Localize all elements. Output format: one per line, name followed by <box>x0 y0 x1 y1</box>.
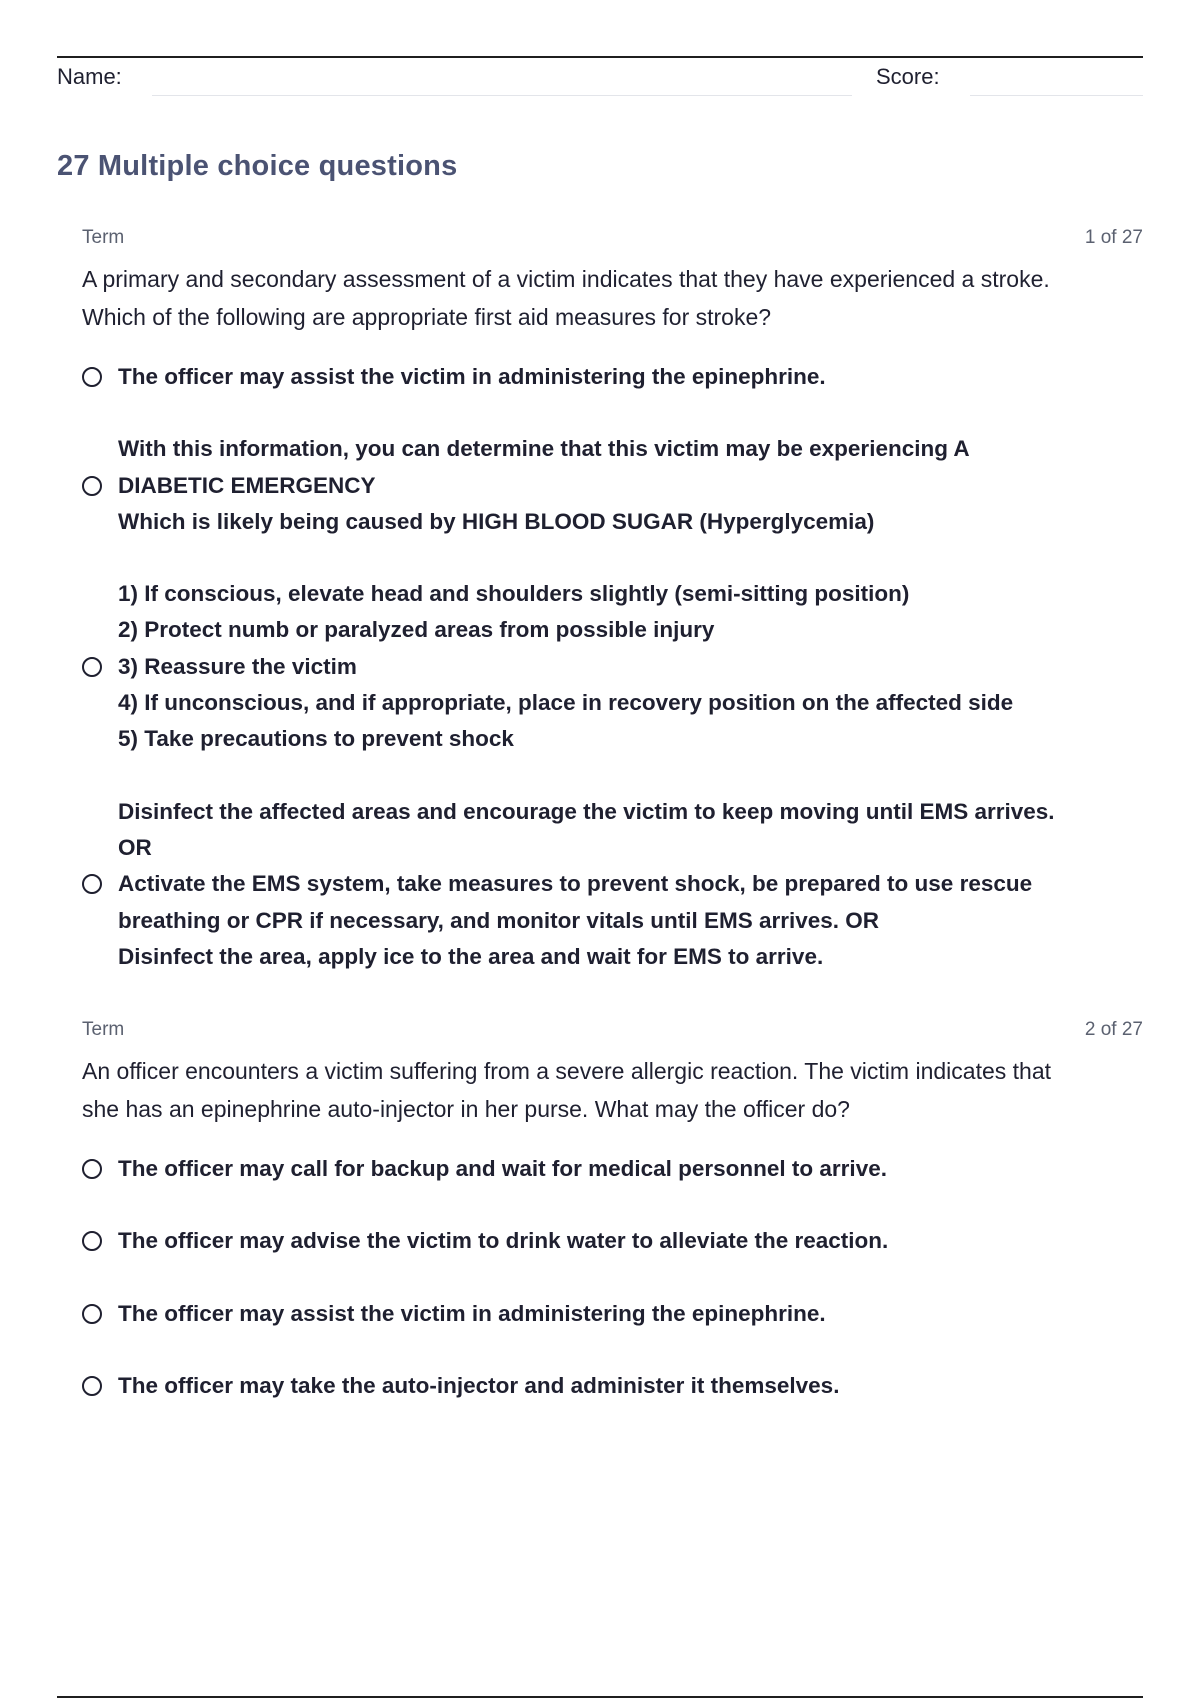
term-label: Term <box>82 1019 125 1040</box>
option-text: The officer may assist the victim in administering the epinephrine. <box>118 1300 826 1326</box>
radio-button[interactable] <box>82 1231 102 1251</box>
option-text: DIABETIC EMERGENCY <box>118 472 376 498</box>
answer-option-2[interactable] <box>82 1223 1143 1259</box>
option-text: 5) Take precautions to prevent shock <box>118 726 514 752</box>
prompt-line: Which of the following are appropriate first aid measures for stroke? <box>82 304 772 330</box>
score-label: Score: <box>876 64 940 89</box>
prompt-line: she has an epinephrine auto-injector in her purse. What may the officer do? <box>82 1096 850 1122</box>
option-text: The officer may assist the victim in administering the epinephrine. <box>118 364 826 389</box>
answer-options <box>82 359 1143 975</box>
option-text: OR <box>118 834 152 860</box>
question-header <box>82 1019 1143 1049</box>
top-divider <box>57 56 1143 58</box>
option-text: Disinfect the area, apply ice to the area and wait for EMS to arrive. <box>118 943 824 969</box>
option-text: The officer may advise the victim to drink water to alleviate the reaction. <box>118 1228 889 1254</box>
option-text: Activate the EMS system, take measures to prevent shock, be prepared to use rescue <box>118 871 1033 897</box>
question-prompt <box>82 1052 1122 1128</box>
option-text: With this information, you can determine that this victim may be experiencing A <box>118 436 970 462</box>
answer-option-4[interactable] <box>82 794 1143 975</box>
question-counter: 1 of 27 <box>1084 227 1143 248</box>
answer-option-3[interactable] <box>82 1296 1143 1332</box>
radio-button[interactable] <box>82 476 102 496</box>
question-header <box>82 227 1143 257</box>
prompt-line: An officer encounters a victim suffering from a severe allergic reaction. The victim indicates that <box>82 1058 1051 1084</box>
option-text: The officer may call for backup and wait for medical personnel to arrive. <box>118 1156 887 1181</box>
term-label: Term <box>82 227 125 248</box>
radio-button[interactable] <box>82 874 102 894</box>
option-text: Which is likely being caused by HIGH BLOOD SUGAR (Hyperglycemia) <box>118 508 875 534</box>
option-text: 4) If unconscious, and if appropriate, place in recovery position on the affected side <box>118 690 1014 716</box>
prompt-line: A primary and secondary assessment of a victim indicates that they have experienced a stroke. <box>82 266 1050 292</box>
question-1 <box>82 227 1143 1011</box>
radio-button[interactable] <box>82 1304 102 1324</box>
question-prompt <box>82 260 1122 336</box>
answer-option-1[interactable] <box>82 359 1143 395</box>
name-label: Name: <box>57 64 122 89</box>
answer-option-3[interactable] <box>82 576 1143 757</box>
option-text: The officer may take the auto-injector and administer it themselves. <box>118 1372 840 1398</box>
option-text: Disinfect the affected areas and encourage the victim to keep moving until EMS arrives. <box>118 798 1055 824</box>
radio-button[interactable] <box>82 1159 102 1179</box>
answer-option-2[interactable] <box>82 431 1143 540</box>
score-field-line[interactable] <box>970 95 1143 96</box>
bottom-divider <box>57 1696 1143 1698</box>
option-text: 1) If conscious, elevate head and shoulders slightly (semi-sitting position) <box>118 581 910 607</box>
answer-options <box>82 1151 1143 1404</box>
option-text: breathing or CPR if necessary, and monitor vitals until EMS arrives. OR <box>118 907 880 933</box>
section-title: 27 Multiple choice questions <box>57 150 458 182</box>
question-counter: 2 of 27 <box>1084 1019 1143 1040</box>
option-text: 3) Reassure the victim <box>118 653 357 679</box>
radio-button[interactable] <box>82 657 102 677</box>
answer-option-4[interactable] <box>82 1368 1143 1404</box>
name-field-line[interactable] <box>152 95 852 96</box>
radio-button[interactable] <box>82 367 102 387</box>
radio-button[interactable] <box>82 1376 102 1396</box>
question-2 <box>82 1019 1143 1440</box>
option-text: 2) Protect numb or paralyzed areas from possible injury <box>118 617 715 643</box>
answer-option-1[interactable] <box>82 1151 1143 1187</box>
